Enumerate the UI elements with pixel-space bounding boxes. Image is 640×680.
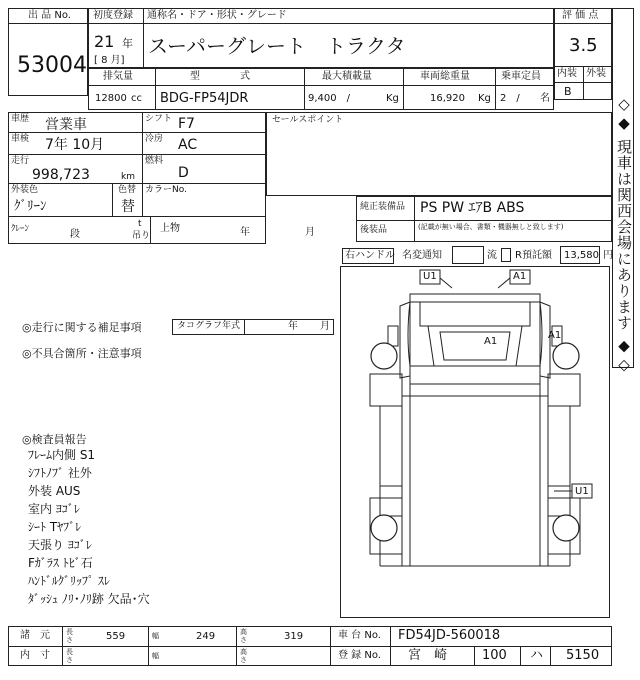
color-label: 外装色 <box>11 185 39 195</box>
max-load-value: 9,400 / <box>308 93 350 104</box>
model-label: 型 式 <box>190 71 250 82</box>
car-name-label: 通称名・ドア・形状・グレード <box>147 10 287 21</box>
reg-kana: ハ <box>530 648 544 663</box>
handle-value: 右ハンドル <box>345 250 395 261</box>
defect-notes-label: ◎不具合箇所・注意事項 <box>22 347 142 360</box>
wheel-rear-right <box>553 515 579 541</box>
tacho-label: タコグラフ年式 <box>177 321 241 331</box>
jousha-label: 上物 <box>160 223 180 234</box>
color-change-value: 替 <box>121 199 135 215</box>
kg-unit-1: Kg <box>386 93 399 104</box>
chassis-label: 車 台 No. <box>338 630 381 641</box>
wheel-front-left <box>371 343 397 369</box>
color-value: ｸﾞﾘｰﾝ <box>14 199 47 214</box>
color-change-label: 色替 <box>118 185 137 195</box>
side-banner-text: ◇◆ 現車は関西会場にあります ◆◇ <box>615 95 633 375</box>
capacity-value: 2 / <box>500 93 520 104</box>
damage-mark-a1-side: A1 <box>548 330 562 341</box>
reg-number: 5150 <box>566 648 600 663</box>
damage-mark-a1-front: A1 <box>513 271 527 282</box>
interior-grade: B <box>564 85 572 98</box>
inspector-report-label: ◎検査員報告 <box>22 433 87 446</box>
width-label: 幅 <box>152 632 159 640</box>
crane-dan: 段 <box>70 229 80 240</box>
dims-label: 諸 元 <box>20 630 50 641</box>
aftermarket-label: 後装品 <box>360 225 388 235</box>
interior-grade-label: 内装 <box>557 68 577 79</box>
truck-diagram <box>340 266 610 618</box>
height-value: 319 <box>284 631 304 642</box>
inspector-line: ｼｰﾄ Tﾔﾌﾞﾚ <box>28 520 82 534</box>
reg-class: 100 <box>482 648 507 663</box>
shift-value: F7 <box>178 116 195 132</box>
car-name: スーパーグレート トラクタ <box>148 34 406 58</box>
length-label: 長さ <box>66 628 73 644</box>
history-label: 車歴 <box>11 114 30 124</box>
length-label-2: 長さ <box>66 648 73 664</box>
height-label-2: 高さ <box>240 648 247 664</box>
sales-point-label: セールスポイント <box>272 115 344 125</box>
grade-label: 評 価 点 <box>562 10 599 21</box>
inspector-line: ﾀﾞｯｼｭ ﾉﾘ･ﾉﾘ跡 欠品･穴 <box>28 592 150 606</box>
ryu-label: 流 <box>487 250 497 261</box>
ac-label: 冷房 <box>145 134 164 144</box>
crane-label: ｸﾚｰﾝ <box>11 224 30 234</box>
crane-tsuri: 吊り <box>132 231 151 241</box>
capacity-label: 乗車定員 <box>501 71 541 82</box>
yen-unit: 円 <box>603 250 613 261</box>
height-label: 高さ <box>240 628 247 644</box>
width-value: 249 <box>196 631 216 642</box>
r-amount: 13,580 <box>564 250 599 261</box>
inspector-line: 天張り ﾖｺﾞﾚ <box>28 538 92 552</box>
chassis-value: FD54JD-560018 <box>398 628 501 643</box>
first-reg-label: 初度登録 <box>93 10 133 21</box>
shift-label: シフト <box>145 114 173 124</box>
gross-weight-label: 車両総重量 <box>420 71 470 82</box>
jousha-year: 年 <box>240 227 250 238</box>
capacity-unit: 名 <box>540 93 550 104</box>
inspector-line: Fｶﾞﾗｽ ﾄﾋﾞ石 <box>28 556 93 570</box>
color-no-label: カラーNo. <box>145 185 187 195</box>
first-reg-year: 21 <box>94 32 115 51</box>
inspector-line: ﾊﾝﾄﾞﾙｸﾞﾘｯﾌﾟ ｽﾚ <box>28 574 110 588</box>
damage-mark-u1-front: U1 <box>423 271 437 282</box>
displacement-value: 12800 <box>95 93 127 104</box>
wheel-rear-left <box>371 515 397 541</box>
reg-label: 登 録 No. <box>338 650 381 661</box>
inspector-line: 外装 AUS <box>28 484 81 498</box>
lot-label: 出 品 No. <box>28 10 71 21</box>
cc-unit: cc <box>131 93 142 104</box>
overall-grade: 3.5 <box>569 35 598 56</box>
mileage-label: 走行 <box>11 156 30 166</box>
inspection-value: 7年 10月 <box>45 137 105 153</box>
crane-t: t <box>138 219 142 229</box>
interior-dims-label: 内 寸 <box>20 650 50 661</box>
inspection-label: 車検 <box>11 134 30 144</box>
year-unit: 年 <box>122 37 133 50</box>
fuel-value: D <box>178 165 189 181</box>
name-change-box <box>452 246 484 264</box>
jousha-month: 月 <box>305 227 315 238</box>
lot-box <box>8 8 88 96</box>
aftermarket-note: (記載が無い場合、書類・機器無しと致します) <box>418 223 564 231</box>
mileage-value: 998,723 <box>32 167 90 183</box>
tacho-month: 月 <box>320 321 330 332</box>
reg-area: 宮 崎 <box>408 648 448 663</box>
equipment-value: PS PW ｴｱB ABS <box>420 200 525 216</box>
r-deposit-label: R預託額 <box>515 250 552 261</box>
history-value: 営業車 <box>45 117 87 133</box>
exterior-grade-label: 外装 <box>586 68 606 79</box>
inspector-line: 室内 ﾖｺﾞﾚ <box>28 502 80 516</box>
model-value: BDG-FP54JDR <box>160 91 249 106</box>
kg-unit-2: Kg <box>478 93 491 104</box>
inspector-line: ｼﾌﾄﾉﾌﾞ 社外 <box>28 466 92 480</box>
damage-mark-u1-rear: U1 <box>575 486 589 497</box>
tacho-year: 年 <box>288 321 298 332</box>
driving-notes-label: ◎走行に関する補足事項 <box>22 321 142 334</box>
km-unit: km <box>121 172 135 182</box>
lot-number: 53004 <box>17 53 87 78</box>
width-label-2: 幅 <box>152 652 159 660</box>
first-reg-month: [ 8 月] <box>94 55 125 66</box>
ryu-box <box>501 248 511 262</box>
name-change-label: 名変通知 <box>402 250 442 261</box>
wheel-front-right <box>553 343 579 369</box>
damage-mark-a1-cab: A1 <box>484 336 498 347</box>
equipment-label: 純正装備品 <box>360 202 406 212</box>
fuel-label: 燃料 <box>145 156 164 166</box>
displacement-label: 排気量 <box>103 71 133 82</box>
max-load-label: 最大積載量 <box>322 71 372 82</box>
inspector-line: ﾌﾚｰﾑ内側 S1 <box>28 448 96 462</box>
length-value: 559 <box>106 631 126 642</box>
ac-value: AC <box>178 137 198 153</box>
gross-weight-value: 16,920 <box>430 93 465 104</box>
